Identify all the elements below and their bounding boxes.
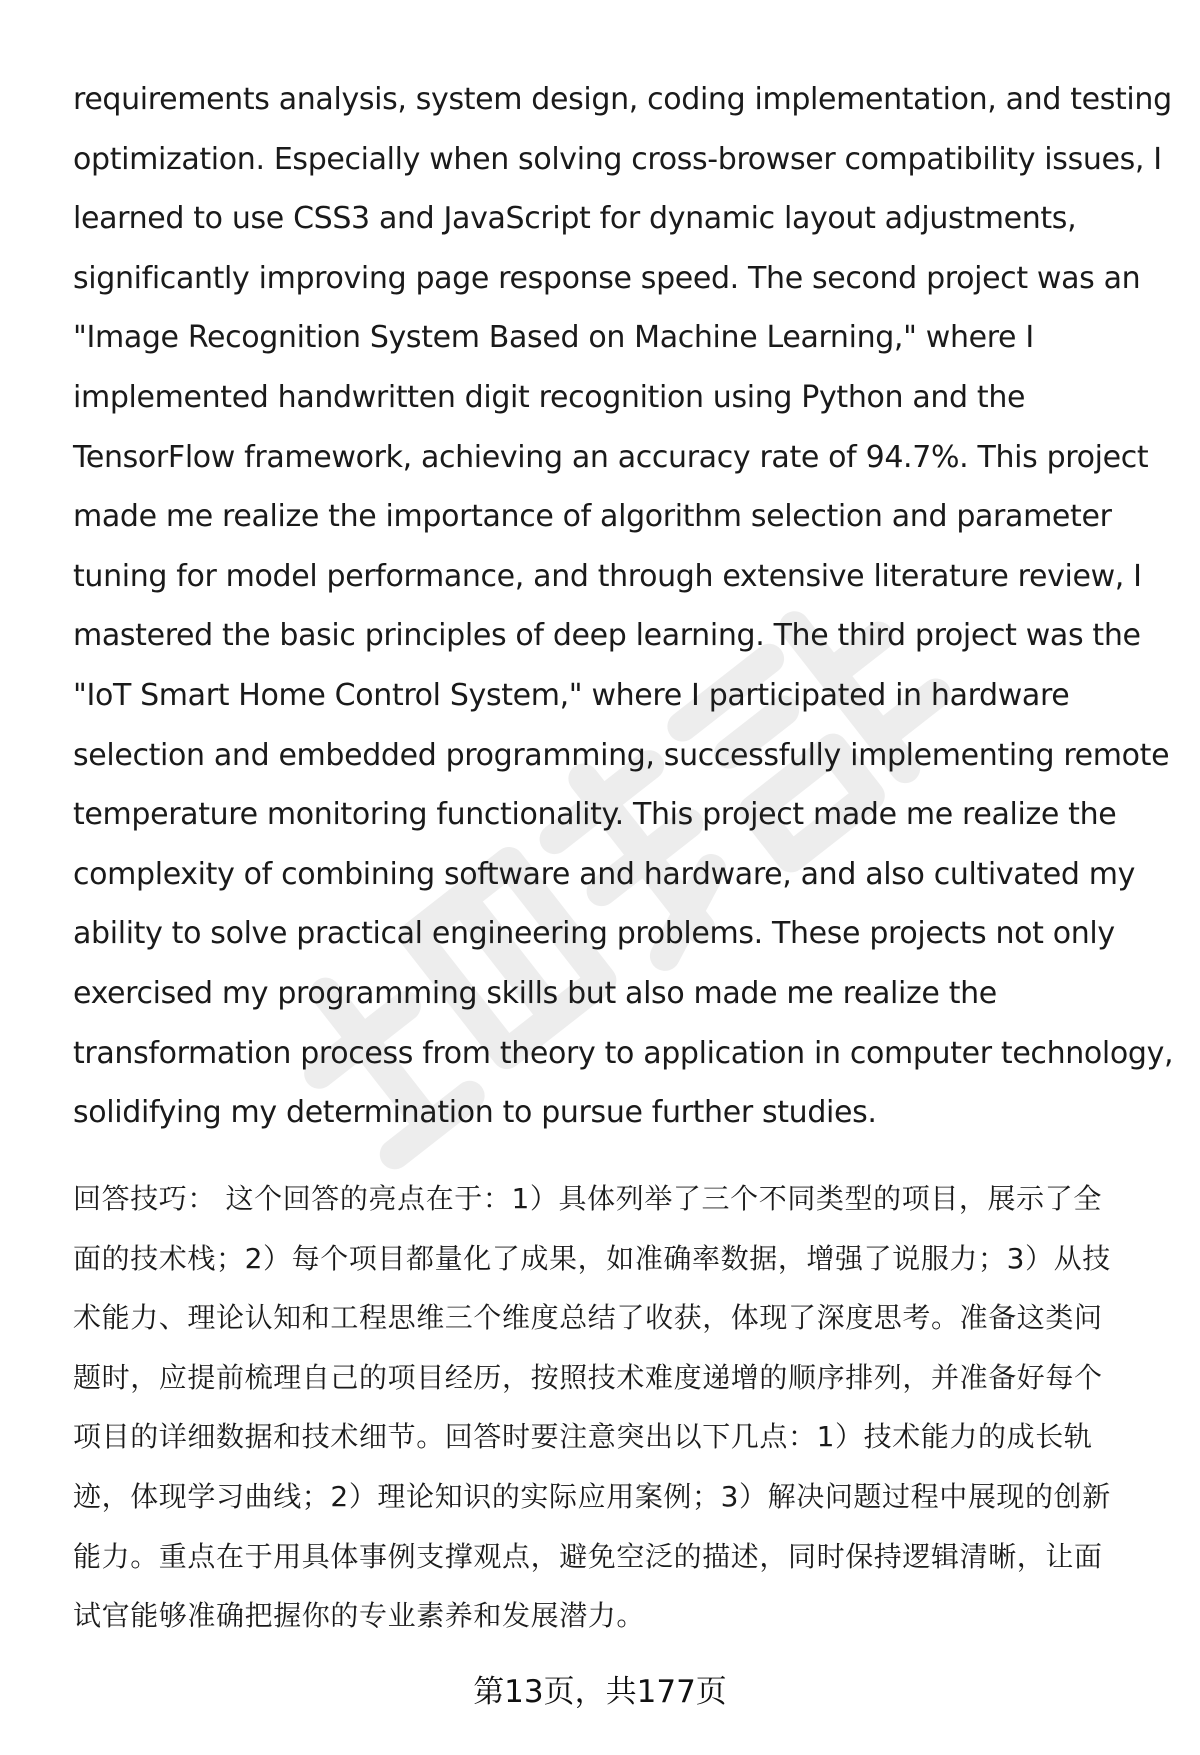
tips-line: 回答技巧： 这个回答的亮点在于：1）具体列举了三个不同类型的项目，展示了全 bbox=[73, 1182, 1102, 1215]
body-paragraph bbox=[73, 70, 1174, 1143]
paragraph-line: optimization. Especially when solving cross-browser compatibility issues, I bbox=[73, 141, 1162, 177]
paragraph-line: "IoT Smart Home Control System," where I participated in hardware bbox=[73, 677, 1070, 713]
tips-line: 迹，体现学习曲线；2）理论知识的实际应用案例；3）解决问题过程中展现的创新 bbox=[73, 1479, 1111, 1513]
paragraph-line: exercised my programming skills but also made me realize the bbox=[73, 975, 997, 1011]
paragraph-line: learned to use CSS3 and JavaScript for dynamic layout adjustments, bbox=[73, 201, 1077, 237]
paragraph-line: selection and embedded programming, successfully implementing remote bbox=[73, 737, 1170, 773]
paragraph-line: complexity of combining software and hardware, and also cultivated my bbox=[73, 856, 1136, 892]
paragraph-line: mastered the basic principles of deep learning. The third project was the bbox=[73, 618, 1141, 654]
paragraph-line: significantly improving page response speed. The second project was an bbox=[73, 260, 1141, 296]
paragraph-line: implemented handwritten digit recognition using Python and the bbox=[73, 379, 1026, 415]
paragraph-line: temperature monitoring functionality. This project made me realize the bbox=[73, 797, 1117, 833]
paragraph-line: transformation process from theory to application in computer technology, bbox=[73, 1035, 1174, 1071]
tips-paragraph bbox=[73, 1169, 1153, 1646]
paragraph-line: ability to solve practical engineering problems. These projects not only bbox=[73, 916, 1115, 952]
paragraph-line: solidifying my determination to pursue further studies. bbox=[73, 1095, 877, 1131]
tips-line: 术能力、理论认知和工程思维三个维度总结了收获，体现了深度思考。准备这类问 bbox=[73, 1301, 1103, 1335]
tips-line: 面的技术栈；2）每个项目都量化了成果，如准确率数据，增强了说服力；3）从技 bbox=[73, 1241, 1111, 1275]
page-number: 第13页，共177页 bbox=[473, 1674, 727, 1710]
tips-line: 试官能够准确把握你的专业素养和发展潜力。 bbox=[73, 1599, 646, 1633]
tips-line: 题时，应提前梳理自己的项目经历，按照技术难度递增的顺序排列，并准备好每个 bbox=[73, 1360, 1103, 1394]
paragraph-line: tuning for model performance, and through extensive literature review, I bbox=[73, 558, 1142, 594]
paragraph-line: made me realize the importance of algorithm selection and parameter bbox=[73, 499, 1112, 535]
tips-line: 项目的详细数据和技术细节。回答时要注意突出以下几点：1）技术能力的成长轨 bbox=[73, 1420, 1093, 1454]
paragraph-line: TensorFlow framework, achieving an accuracy rate of 94.7%. This project bbox=[73, 439, 1149, 475]
paragraph-line: requirements analysis, system design, coding implementation, and testing bbox=[73, 82, 1172, 117]
paragraph-line: "Image Recognition System Based on Machine Learning," where I bbox=[73, 320, 1034, 356]
tips-line: 能力。重点在于用具体事例支撑观点，避免空泛的描述，同时保持逻辑清晰，让面 bbox=[73, 1539, 1103, 1573]
